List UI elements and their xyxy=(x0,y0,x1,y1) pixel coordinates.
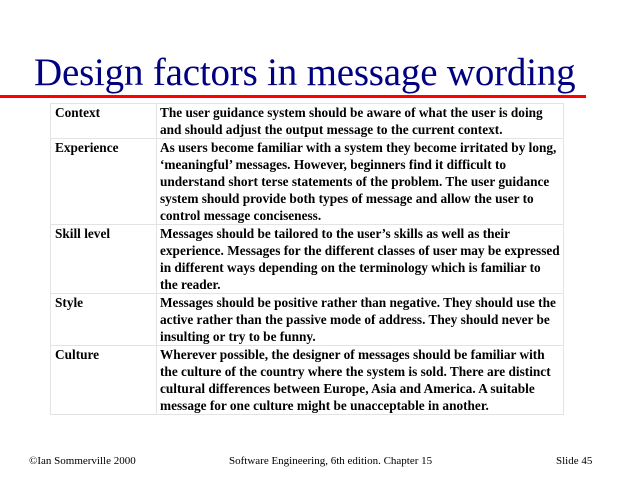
factor-description: Messages should be positive rather than negative. They should use the active rather than the passive mode of address. They should never be insulting or try to be funny. xyxy=(157,294,564,346)
footer-book-title: Software Engineering, 6th edition. Chapter 15 xyxy=(229,455,433,467)
factor-label: Context xyxy=(51,104,157,139)
table-row xyxy=(51,294,564,346)
factor-description: Messages should be tailored to the user’s skills as well as their experience. Messages for the different classes of user may be expressed in different ways depending on the terminology which is familiar to the reader. xyxy=(157,225,564,294)
table-row xyxy=(51,346,564,415)
table-row xyxy=(51,139,564,225)
factors-table xyxy=(50,103,564,415)
factor-label: Experience xyxy=(51,139,157,225)
slide-title: Design factors in message wording xyxy=(34,51,576,94)
title-underline xyxy=(0,95,586,98)
factor-description: As users become familiar with a system they become irritated by long, ‘meaningful’ messages. However, beginners find it difficult to understand short terse statements of the problem. The user guidance system should provide both types of message and allow the user to control message conciseness. xyxy=(157,139,564,225)
factor-label: Style xyxy=(51,294,157,346)
factor-description: The user guidance system should be aware of what the user is doing and should adjust the output message to the current context. xyxy=(157,104,564,139)
factor-description: Wherever possible, the designer of messages should be familiar with the culture of the country where the system is sold. There are distinct cultural differences between Europe, Asia and America. A suitable message for one culture might be unacceptable in another. xyxy=(157,346,564,415)
factor-label: Culture xyxy=(51,346,157,415)
table-row xyxy=(51,104,564,139)
table-row xyxy=(51,225,564,294)
footer-slide-number: Slide 45 xyxy=(556,455,593,467)
factor-label: Skill level xyxy=(51,225,157,294)
footer-copyright: ©Ian Sommerville 2000 xyxy=(29,455,136,467)
